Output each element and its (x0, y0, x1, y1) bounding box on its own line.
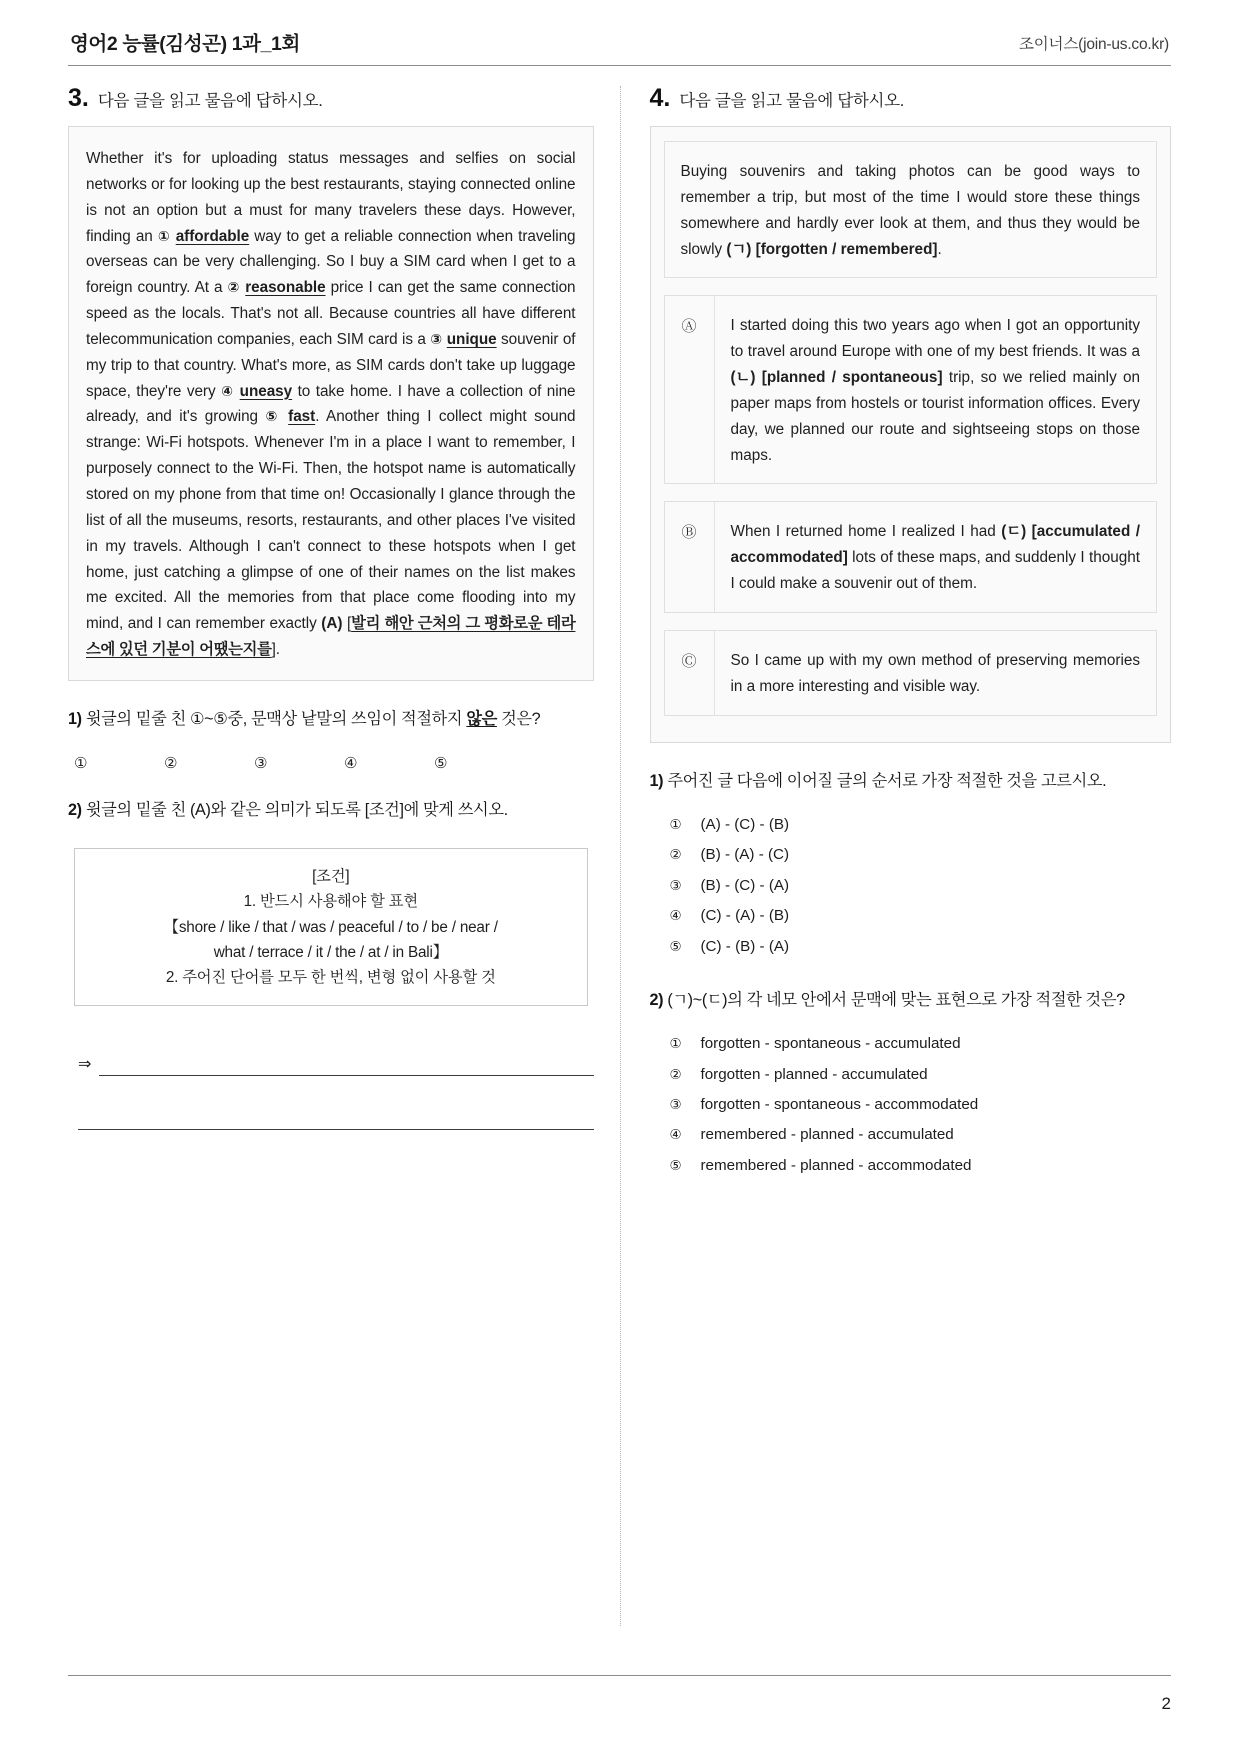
sub2-text: 윗글의 밑줄 친 (A)와 같은 의미가 되도록 [조건]에 맞게 쓰시오. (81, 801, 508, 820)
passage-underlined-word-1: affordable (175, 227, 250, 245)
choice-label: (A) - (C) - (B) (700, 815, 790, 833)
choice-label: remembered - planned - accommodated (700, 1156, 972, 1174)
page-number: 2 (1161, 1694, 1171, 1713)
choice-label: (B) - (A) - (C) (700, 846, 790, 864)
question-4-sub2 (650, 987, 1172, 1013)
condition-wordbank-line-2: what / terrace / it / the / at / in Bali】 (213, 943, 448, 961)
passage-marker-5: ⑤ (265, 409, 281, 426)
choice-option-1[interactable]: ① (74, 754, 88, 773)
question-4-instruction: 다음 글을 읽고 물음에 답하시오. (679, 92, 905, 110)
list-item[interactable] (670, 810, 1172, 840)
question-3-sub2 (68, 797, 594, 823)
passage-marker-2: ② (227, 280, 241, 297)
list-item[interactable] (670, 1060, 1172, 1090)
choice-label: forgotten - planned - accumulated (700, 1065, 928, 1083)
choice-option-3[interactable]: ③ (254, 754, 268, 773)
passage-korean-underlined: 발리 해안 근처의 그 평화로운 테라스에 있던 기분이 어땠는지를 (86, 615, 576, 659)
choice-label: forgotten - spontaneous - accumulated (700, 1035, 961, 1053)
intro-seg-2: . (937, 240, 942, 258)
choice-label: (B) - (C) - (A) (700, 876, 790, 894)
passage-marker-3: ③ (430, 331, 443, 348)
paragraph-b (664, 501, 1158, 613)
choice-marker: ① (669, 1036, 682, 1053)
q4-sub2-number: 2) (649, 990, 664, 1009)
para-b-seg-2: lots of these maps, and suddenly I thought I could make a souvenir out of them. (730, 549, 1140, 593)
sub1-text-after: 것은? (496, 709, 541, 728)
question-3-passage-box (68, 126, 594, 681)
sub2-number: 2) (68, 801, 82, 820)
choice-option-4[interactable]: ④ (344, 754, 358, 773)
question-3-number: 3. (68, 84, 89, 112)
passage-seg-3: price I can get the same connection speed as the locals. That's not all. Because countries all have different telecommunication companies, each SIM card is a (86, 279, 576, 348)
list-item[interactable] (670, 1090, 1172, 1120)
sub1-negation: 않은 (466, 709, 497, 728)
list-item[interactable] (670, 1151, 1172, 1181)
paragraph-c (664, 630, 1158, 716)
list-item[interactable] (670, 1029, 1172, 1059)
arrow-icon: ⇒ (78, 1055, 92, 1073)
question-3-sub1 (68, 706, 594, 732)
condition-title: [조건] (312, 868, 350, 886)
passage-seg-7: [ (342, 615, 352, 633)
passage-underlined-word-5: fast (288, 408, 316, 426)
passage-underlined-word-2: reasonable (245, 279, 326, 297)
paragraph-a (664, 295, 1158, 484)
para-a-bold-choice: (ㄴ) [planned / spontaneous] (730, 369, 943, 387)
right-column (620, 86, 1172, 1626)
condition-item-2: 2. 주어진 단어를 모두 한 번씩, 변형 없이 사용할 것 (165, 968, 496, 986)
para-a-seg-1: I started doing this two years ago when I got an opportunity to travel around Europe with one of my best friends. It was a (730, 317, 1140, 361)
paragraph-a-text (715, 296, 1157, 483)
choice-marker: ⑤ (669, 938, 682, 955)
intro-seg-1: Buying souvenirs and taking photos can be good ways to remember a trip, but most of the time I would store these things somewhere and hardly ever look at them, and thus they would be slowly (680, 163, 1140, 258)
choice-marker: ④ (669, 908, 682, 925)
para-c-seg-1: So I came up with my own method of preserving memories in a more interesting and visible way. (730, 651, 1140, 695)
question-4-sub1 (650, 768, 1172, 794)
passage-seg-6: . Another thing I collect might sound strange: Wi-Fi hotspots. Whenever I'm in a place I want to remember, I purposely connect to the Wi-Fi. Then, the hotspot name is automatically stored on my phone from that time on! Occasionally I glance through the list of all the museums, resorts, restaurants, and other places I've visited in my travels. Although I can't connect to these hotspots when I get home, just catching a glimpse of one of their names on the list makes me excited. All the memories from that place come flooding into my mind, and I can remember exactly (86, 408, 576, 633)
list-item[interactable] (670, 1120, 1172, 1150)
passage-seg-1: Whether it's for uploading status messages and selfies on social networks or for looking up the best restaurants, staying connected online is not an option but a must for many travelers these days. However, finding an (86, 150, 576, 245)
q4-sub1-text: 주어진 글 다음에 이어질 글의 순서로 가장 적절한 것을 고르시오. (663, 771, 1107, 790)
sub1-text-before: 윗글의 밑줄 친 ①~⑤중, 문맥상 낱말의 쓰임이 적절하지 (81, 709, 467, 728)
choice-label: remembered - planned - accumulated (700, 1126, 954, 1144)
intro-bold-choice-1: (ㄱ) [forgotten / remembered] (726, 240, 938, 258)
left-column (68, 86, 620, 1626)
paragraph-b-text (715, 502, 1157, 612)
passage-seg-2: way to get a reliable connection when traveling overseas can be very challenging. So I buy a SIM card when I get to a foreign country. At a (86, 227, 576, 297)
answer-write-area (68, 1054, 594, 1130)
question-3-header (68, 86, 594, 111)
answer-line-1-row (78, 1054, 594, 1076)
choice-marker: ③ (669, 877, 682, 894)
choice-marker: ③ (669, 1096, 682, 1113)
question-4-intro-paragraph (664, 141, 1158, 278)
question-3-passage-text (86, 146, 576, 663)
passage-underlined-word-4: uneasy (239, 382, 293, 400)
question-4-header (650, 86, 1172, 111)
choice-label: (C) - (A) - (B) (700, 907, 790, 925)
passage-seg-4: souvenir of my trip to that country. What's more, as SIM cards don't take up luggage space, they're very (86, 330, 576, 400)
question-4-sub2-choices (650, 1029, 1172, 1181)
paragraph-a-marker: Ⓐ (665, 296, 715, 483)
passage-marker-1: ① (157, 228, 171, 245)
question-3-sub1-choices (68, 754, 594, 772)
condition-box (74, 848, 588, 1005)
answer-blank-line-2[interactable] (78, 1110, 594, 1130)
paragraph-c-marker: Ⓒ (665, 631, 715, 715)
header-site-credit: 조이너스(join-us.co.kr) (1019, 36, 1169, 53)
list-item[interactable] (670, 932, 1172, 962)
passage-marker-4: ④ (221, 383, 235, 400)
paragraph-b-marker: Ⓑ (665, 502, 715, 612)
choice-option-5[interactable]: ⑤ (434, 754, 448, 773)
paragraph-c-text (715, 631, 1157, 715)
list-item[interactable] (670, 901, 1172, 931)
para-b-seg-1: When I returned home I realized I had (730, 523, 1002, 541)
list-item[interactable] (670, 871, 1172, 901)
page-header (68, 28, 1171, 65)
choice-marker: ② (669, 847, 682, 864)
passage-seg-8: ]. (271, 641, 280, 659)
choice-marker: ② (669, 1066, 682, 1083)
passage-seg-5: to take home. I have a collection of nine already, and it's growing (86, 382, 576, 426)
q4-sub2-text: (ㄱ)~(ㄷ)의 각 네모 안에서 문맥에 맞는 표현으로 가장 적절한 것은? (663, 990, 1125, 1009)
choice-marker: ⑤ (669, 1157, 682, 1174)
para-b-bold-choice: (ㄷ) [accumulated / accommodated] (730, 523, 1140, 567)
header-title: 영어2 능률(김성곤) 1과_1회 (70, 33, 300, 55)
condition-item-1: 1. 반드시 사용해야 할 표현 (243, 893, 418, 911)
choice-option-2[interactable]: ② (164, 754, 178, 773)
question-4-sub1-choices (650, 810, 1172, 962)
question-4-number: 4. (649, 84, 671, 112)
para-a-seg-2: trip, so we relied mainly on paper maps from hostels or tourist information offices. Every day, we planned our route and sightseeing stops on those maps. (730, 369, 1141, 464)
question-4-passage-container (650, 126, 1172, 743)
choice-marker: ① (669, 816, 682, 833)
q4-sub1-number: 1) (649, 771, 664, 790)
list-item[interactable] (670, 840, 1172, 870)
condition-wordbank-line-1: 【shore / like / that / was / peaceful / to / be / near / (163, 918, 498, 936)
two-column-body (68, 86, 1171, 1626)
header-divider (68, 65, 1171, 66)
footer-divider (68, 1675, 1171, 1676)
passage-label-a: (A) (321, 615, 343, 633)
sub1-number: 1) (68, 709, 82, 728)
choice-label: (C) - (B) - (A) (700, 937, 790, 955)
question-3-instruction: 다음 글을 읽고 물음에 답하시오. (97, 92, 323, 110)
choice-marker: ④ (669, 1127, 682, 1144)
choice-label: forgotten - spontaneous - accommodated (700, 1095, 979, 1113)
answer-blank-line-1[interactable] (99, 1056, 593, 1076)
passage-underlined-word-3: unique (446, 330, 497, 348)
